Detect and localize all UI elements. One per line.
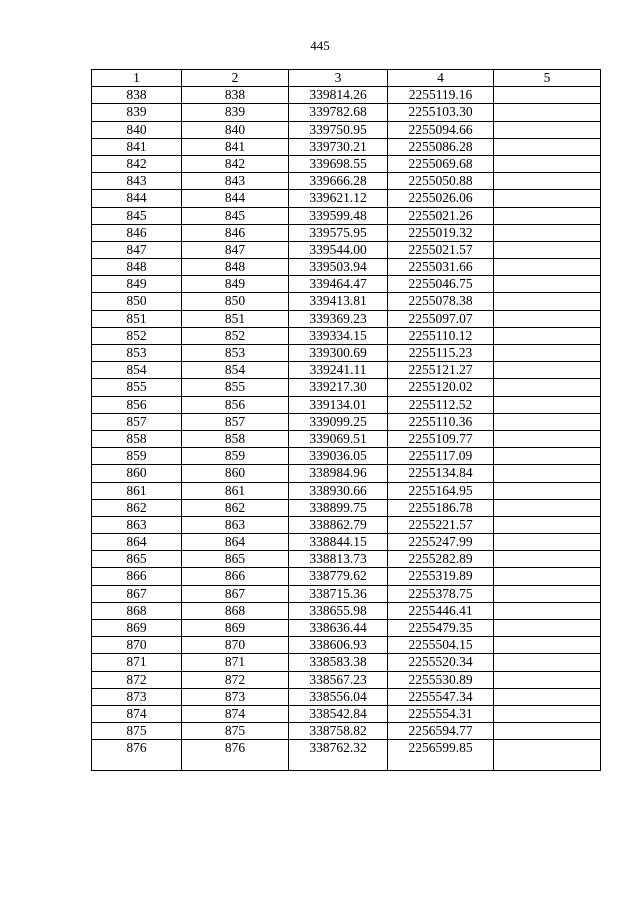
table-row: [92, 516, 601, 533]
table-row: [92, 345, 601, 362]
table-row: [92, 379, 601, 396]
table-cell-col-4: 2255110.12: [388, 327, 494, 344]
table-row: [92, 310, 601, 327]
table-cell-col-4: 2255069.68: [388, 155, 494, 172]
table-cell-col-5: [494, 207, 601, 224]
table-cell-col-1: 838: [92, 87, 182, 104]
table-cell-col-4: 2255282.89: [388, 551, 494, 568]
table-cell-col-4: 2255186.78: [388, 499, 494, 516]
table-cell-col-1: 856: [92, 396, 182, 413]
table-cell-col-2: 869: [182, 620, 289, 637]
table-row: [92, 620, 601, 637]
table-cell-col-5: [494, 327, 601, 344]
table-cell-col-2: 875: [182, 723, 289, 740]
table-cell-col-1: 867: [92, 585, 182, 602]
table-cell-col-4: 2255031.66: [388, 259, 494, 276]
table-cell-col-3: 339369.23: [289, 310, 388, 327]
table-row: [92, 430, 601, 447]
table-cell-col-3: 339036.05: [289, 448, 388, 465]
table-cell-col-2: 871: [182, 654, 289, 671]
table-cell-col-2: 839: [182, 104, 289, 121]
table-cell-col-1: 852: [92, 327, 182, 344]
table-cell-col-3: 339099.25: [289, 413, 388, 430]
table-cell-col-5: [494, 173, 601, 190]
table-cell-col-3: 339698.55: [289, 155, 388, 172]
table-cell-col-4: 2255221.57: [388, 516, 494, 533]
table-row: [92, 723, 601, 740]
table-row: [92, 327, 601, 344]
table-cell-col-1: 860: [92, 465, 182, 482]
table-cell-col-5: [494, 190, 601, 207]
table-cell-col-1: 861: [92, 482, 182, 499]
table-cell-col-4: 2255078.38: [388, 293, 494, 310]
table-cell-col-1: 845: [92, 207, 182, 224]
table-cell-col-1: 840: [92, 121, 182, 138]
table-cell-col-4: 2255134.84: [388, 465, 494, 482]
table-cell-col-5: [494, 654, 601, 671]
table-cell-col-3: 338556.04: [289, 688, 388, 705]
table-cell-col-5: [494, 688, 601, 705]
table-cell-col-4: 2255119.16: [388, 87, 494, 104]
table-cell-col-4: 2255378.75: [388, 585, 494, 602]
table-cell-col-3: 339575.95: [289, 224, 388, 241]
table-cell-col-4: 2255120.02: [388, 379, 494, 396]
table-cell-col-2: 840: [182, 121, 289, 138]
table-cell-col-4: 2255479.35: [388, 620, 494, 637]
table-cell-col-4: 2255094.66: [388, 121, 494, 138]
table-cell-col-3: 339503.94: [289, 259, 388, 276]
table-cell-col-1: 854: [92, 362, 182, 379]
table-cell-col-2: 865: [182, 551, 289, 568]
table-cell-col-1: 857: [92, 413, 182, 430]
table-cell-col-5: [494, 671, 601, 688]
table-cell-col-5: [494, 138, 601, 155]
table-row: [92, 396, 601, 413]
table-cell-col-2: 857: [182, 413, 289, 430]
table-row: [92, 637, 601, 654]
table-cell-col-4: 2255109.77: [388, 430, 494, 447]
table-cell-col-5: [494, 499, 601, 516]
table-cell-col-3: 339334.15: [289, 327, 388, 344]
table-cell-col-2: 860: [182, 465, 289, 482]
table-cell-col-3: 339782.68: [289, 104, 388, 121]
table-cell-col-3: 338715.36: [289, 585, 388, 602]
table-cell-col-2: 874: [182, 705, 289, 722]
table-cell-col-5: [494, 276, 601, 293]
table-cell-col-3: 338984.96: [289, 465, 388, 482]
table-cell-col-2: 870: [182, 637, 289, 654]
table-cell-col-3: 339666.28: [289, 173, 388, 190]
table-cell-col-3: 339621.12: [289, 190, 388, 207]
table-cell-col-4: 2255121.27: [388, 362, 494, 379]
table-cell-col-5: [494, 345, 601, 362]
table-cell-col-3: 338636.44: [289, 620, 388, 637]
table-cell-col-2: 868: [182, 602, 289, 619]
table-row: [92, 173, 601, 190]
table-cell-col-2: 852: [182, 327, 289, 344]
table-cell-col-3: 339069.51: [289, 430, 388, 447]
table-cell-col-1: 846: [92, 224, 182, 241]
table-cell-col-2: 867: [182, 585, 289, 602]
table-row: [92, 413, 601, 430]
table-cell-col-5: [494, 723, 601, 740]
table-cell-col-2: 862: [182, 499, 289, 516]
table-cell-col-3: 339300.69: [289, 345, 388, 362]
table-row: [92, 241, 601, 258]
table-cell-col-5: [494, 516, 601, 533]
table-cell-col-5: [494, 568, 601, 585]
table-cell-col-1: 853: [92, 345, 182, 362]
table-row: [92, 465, 601, 482]
table-cell-col-4: 2255021.57: [388, 241, 494, 258]
table-cell-col-1: 844: [92, 190, 182, 207]
table-row: [92, 671, 601, 688]
table-cell-col-3: 339750.95: [289, 121, 388, 138]
table-cell-col-4: 2255520.34: [388, 654, 494, 671]
table-cell-col-2: 848: [182, 259, 289, 276]
page-number: 445: [310, 38, 330, 53]
table-cell-col-5: [494, 534, 601, 551]
table-cell-col-1: 850: [92, 293, 182, 310]
header-row: [92, 70, 601, 87]
table-cell-col-5: [494, 430, 601, 447]
table-cell-col-2: 866: [182, 568, 289, 585]
table-cell-col-1: 875: [92, 723, 182, 740]
table-cell-col-3: 338899.75: [289, 499, 388, 516]
table-row: [92, 155, 601, 172]
table-cell-col-3: 339241.11: [289, 362, 388, 379]
table-cell-col-4: 2255046.75: [388, 276, 494, 293]
table-cell-col-3: 338862.79: [289, 516, 388, 533]
table-cell-col-2: 844: [182, 190, 289, 207]
table-cell-col-5: [494, 448, 601, 465]
table-row: [92, 740, 601, 771]
table-cell-col-2: 873: [182, 688, 289, 705]
table-cell-col-5: [494, 104, 601, 121]
table-cell-col-3: 338930.66: [289, 482, 388, 499]
table-cell-col-5: [494, 620, 601, 637]
table-row: [92, 585, 601, 602]
table-cell-col-2: 853: [182, 345, 289, 362]
table-cell-col-1: 847: [92, 241, 182, 258]
table-cell-col-1: 843: [92, 173, 182, 190]
table-row: [92, 568, 601, 585]
table-cell-col-3: 339464.47: [289, 276, 388, 293]
table-row: [92, 705, 601, 722]
table-cell-col-5: [494, 259, 601, 276]
table-cell-col-5: [494, 293, 601, 310]
table-cell-col-1: 876: [92, 740, 182, 771]
table-row: [92, 534, 601, 551]
table-body: [92, 87, 601, 771]
table-cell-col-3: 339814.26: [289, 87, 388, 104]
table-cell-col-2: 841: [182, 138, 289, 155]
table-cell-col-1: 874: [92, 705, 182, 722]
table-cell-col-3: 338758.82: [289, 723, 388, 740]
table-cell-col-2: 856: [182, 396, 289, 413]
table-cell-col-4: 2255026.06: [388, 190, 494, 207]
table-cell-col-4: 2255446.41: [388, 602, 494, 619]
table-cell-col-3: 338779.62: [289, 568, 388, 585]
table-header: [92, 70, 601, 87]
table-cell-col-5: [494, 87, 601, 104]
table-cell-col-3: 339730.21: [289, 138, 388, 155]
table-cell-col-1: 869: [92, 620, 182, 637]
table-cell-col-5: [494, 602, 601, 619]
header-cell-2: 2: [182, 70, 289, 87]
table-row: [92, 87, 601, 104]
table-cell-col-1: 851: [92, 310, 182, 327]
table-cell-col-5: [494, 637, 601, 654]
table-cell-col-3: 338762.32: [289, 740, 388, 771]
table-row: [92, 499, 601, 516]
table-cell-col-4: 2256594.77: [388, 723, 494, 740]
table-cell-col-5: [494, 396, 601, 413]
table-cell-col-3: 339217.30: [289, 379, 388, 396]
table-cell-col-3: 338606.93: [289, 637, 388, 654]
table-cell-col-5: [494, 362, 601, 379]
table-cell-col-5: [494, 310, 601, 327]
table-cell-col-1: 858: [92, 430, 182, 447]
table-cell-col-5: [494, 705, 601, 722]
table-cell-col-1: 868: [92, 602, 182, 619]
header-cell-3: 3: [289, 70, 388, 87]
table-row: [92, 688, 601, 705]
table-cell-col-1: 866: [92, 568, 182, 585]
table-row: [92, 104, 601, 121]
table-cell-col-3: 338567.23: [289, 671, 388, 688]
table-row: [92, 138, 601, 155]
table-cell-col-2: 863: [182, 516, 289, 533]
table-row: [92, 276, 601, 293]
table-cell-col-4: 2255110.36: [388, 413, 494, 430]
table-cell-col-4: 2255164.95: [388, 482, 494, 499]
table-cell-col-5: [494, 482, 601, 499]
table-row: [92, 293, 601, 310]
table-row: [92, 190, 601, 207]
table-cell-col-2: 838: [182, 87, 289, 104]
table-row: [92, 551, 601, 568]
table-cell-col-3: 339134.01: [289, 396, 388, 413]
table-cell-col-2: 872: [182, 671, 289, 688]
table-cell-col-3: 338655.98: [289, 602, 388, 619]
table-cell-col-2: 845: [182, 207, 289, 224]
table-cell-col-4: 2255112.52: [388, 396, 494, 413]
table-cell-col-4: 2255247.99: [388, 534, 494, 551]
table-row: [92, 362, 601, 379]
table-cell-col-4: 2255097.07: [388, 310, 494, 327]
table-cell-col-1: 859: [92, 448, 182, 465]
table-cell-col-1: 873: [92, 688, 182, 705]
header-cell-5: 5: [494, 70, 601, 87]
table-cell-col-5: [494, 379, 601, 396]
table-cell-col-4: 2255103.30: [388, 104, 494, 121]
table-cell-col-1: 870: [92, 637, 182, 654]
table-cell-col-4: 2255019.32: [388, 224, 494, 241]
table-cell-col-4: 2255117.09: [388, 448, 494, 465]
table-cell-col-3: 338844.15: [289, 534, 388, 551]
table-cell-col-1: 841: [92, 138, 182, 155]
table-cell-col-5: [494, 413, 601, 430]
table-cell-col-2: 850: [182, 293, 289, 310]
table-cell-col-1: 862: [92, 499, 182, 516]
table-cell-col-2: 846: [182, 224, 289, 241]
table-cell-col-4: 2255086.28: [388, 138, 494, 155]
header-cell-4: 4: [388, 70, 494, 87]
table-cell-col-2: 843: [182, 173, 289, 190]
table-cell-col-1: 865: [92, 551, 182, 568]
table-row: [92, 121, 601, 138]
table-cell-col-3: 338542.84: [289, 705, 388, 722]
table-cell-col-5: [494, 241, 601, 258]
table-cell-col-4: 2255547.34: [388, 688, 494, 705]
table-cell-col-4: 2256599.85: [388, 740, 494, 771]
table-cell-col-4: 2255554.31: [388, 705, 494, 722]
table-cell-col-5: [494, 551, 601, 568]
table-cell-col-5: [494, 740, 601, 771]
table-cell-col-2: 847: [182, 241, 289, 258]
table-cell-col-5: [494, 585, 601, 602]
table-cell-col-2: 858: [182, 430, 289, 447]
table-row: [92, 482, 601, 499]
table-cell-col-4: 2255021.26: [388, 207, 494, 224]
table-cell-col-5: [494, 224, 601, 241]
table-cell-col-2: 851: [182, 310, 289, 327]
table-row: [92, 224, 601, 241]
table-cell-col-4: 2255504.15: [388, 637, 494, 654]
table-cell-col-1: 842: [92, 155, 182, 172]
table-cell-col-5: [494, 465, 601, 482]
table-row: [92, 259, 601, 276]
table-cell-col-3: 339544.00: [289, 241, 388, 258]
header-cell-1: 1: [92, 70, 182, 87]
table-cell-col-1: 872: [92, 671, 182, 688]
table-cell-col-1: 855: [92, 379, 182, 396]
table-row: [92, 602, 601, 619]
table-cell-col-5: [494, 155, 601, 172]
table-cell-col-2: 849: [182, 276, 289, 293]
table-cell-col-1: 839: [92, 104, 182, 121]
coordinates-table: [91, 69, 601, 771]
table-cell-col-2: 864: [182, 534, 289, 551]
table-cell-col-3: 339413.81: [289, 293, 388, 310]
table-cell-col-1: 871: [92, 654, 182, 671]
table-row: [92, 207, 601, 224]
table-cell-col-3: 338583.38: [289, 654, 388, 671]
table-cell-col-1: 864: [92, 534, 182, 551]
table-cell-col-5: [494, 121, 601, 138]
table-cell-col-2: 859: [182, 448, 289, 465]
table-cell-col-2: 842: [182, 155, 289, 172]
table-cell-col-4: 2255319.89: [388, 568, 494, 585]
table-row: [92, 448, 601, 465]
table-cell-col-1: 849: [92, 276, 182, 293]
table-cell-col-2: 855: [182, 379, 289, 396]
table-cell-col-1: 863: [92, 516, 182, 533]
table-cell-col-2: 854: [182, 362, 289, 379]
table-cell-col-3: 338813.73: [289, 551, 388, 568]
table-cell-col-4: 2255050.88: [388, 173, 494, 190]
table-row: [92, 654, 601, 671]
table-cell-col-4: 2255530.89: [388, 671, 494, 688]
table-cell-col-2: 861: [182, 482, 289, 499]
table-cell-col-4: 2255115.23: [388, 345, 494, 362]
table-cell-col-3: 339599.48: [289, 207, 388, 224]
table-cell-col-1: 848: [92, 259, 182, 276]
table-cell-col-2: 876: [182, 740, 289, 771]
